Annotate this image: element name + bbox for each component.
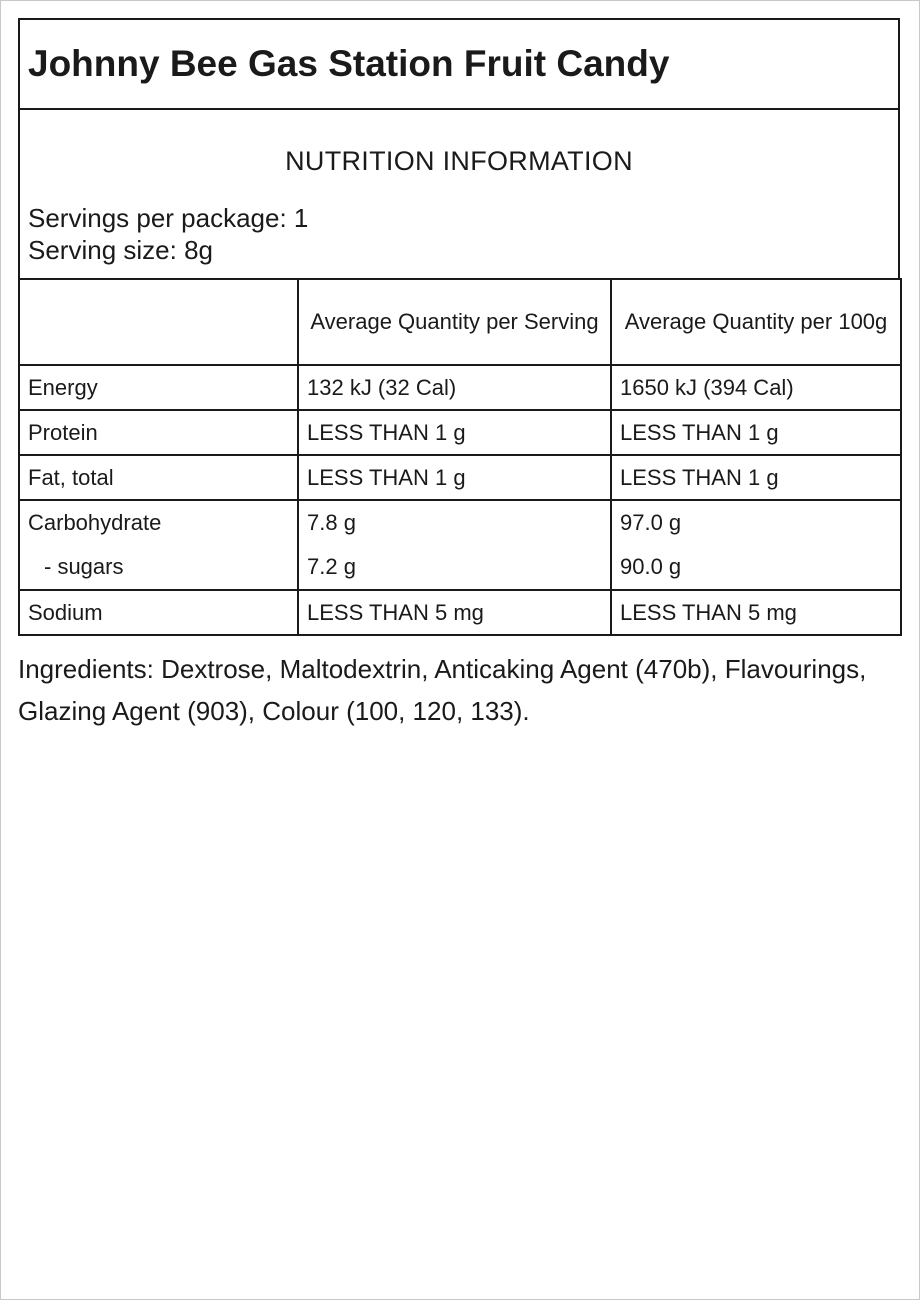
row-label: Protein bbox=[19, 410, 298, 455]
row-per100-value: LESS THAN 1 g bbox=[611, 455, 901, 500]
row-serving-value bbox=[298, 500, 611, 590]
ingredients-text: Ingredients: Dextrose, Maltodextrin, Anticaking Agent (470b), Flavourings, Glazing Agent (903), Colour (100, 120, 133). bbox=[18, 654, 867, 726]
table-row-sodium bbox=[19, 590, 901, 635]
row-per100-value: 1650 kJ (394 Cal) bbox=[611, 365, 901, 410]
row-label: Energy bbox=[19, 365, 298, 410]
header-per-serving: Average Quantity per Serving bbox=[298, 279, 611, 365]
nutrition-heading: NUTRITION INFORMATION bbox=[285, 146, 633, 176]
table-row-protein bbox=[19, 410, 901, 455]
table-row-energy bbox=[19, 365, 901, 410]
nutrition-label bbox=[18, 18, 900, 732]
row-serving-value: LESS THAN 1 g bbox=[298, 410, 611, 455]
row-per100-value bbox=[611, 500, 901, 590]
serving-info bbox=[28, 202, 308, 266]
carbohydrate-label: Carbohydrate bbox=[28, 510, 162, 535]
row-serving-value: 132 kJ (32 Cal) bbox=[298, 365, 611, 410]
table-row-fat bbox=[19, 455, 901, 500]
sugars-label: - sugars bbox=[44, 554, 124, 579]
carbohydrate-per100: 97.0 g bbox=[620, 510, 682, 535]
carbohydrate-serving: 7.8 g bbox=[307, 510, 356, 535]
row-label bbox=[19, 500, 298, 590]
header-empty bbox=[19, 279, 298, 365]
nutrition-info-header bbox=[18, 110, 900, 278]
row-per100-value: LESS THAN 1 g bbox=[611, 410, 901, 455]
row-label: Sodium bbox=[19, 590, 298, 635]
sugars-per100: 90.0 g bbox=[620, 554, 682, 579]
row-per100-value: LESS THAN 5 mg bbox=[611, 590, 901, 635]
row-label: Fat, total bbox=[19, 455, 298, 500]
header-per-100g: Average Quantity per 100g bbox=[611, 279, 901, 365]
servings-per-package: Servings per package: 1 bbox=[28, 203, 309, 233]
table-header-row bbox=[19, 279, 901, 365]
serving-size: Serving size: 8g bbox=[28, 235, 213, 265]
nutrition-table bbox=[18, 278, 902, 636]
row-serving-value: LESS THAN 5 mg bbox=[298, 590, 611, 635]
table-row-carbohydrate bbox=[19, 500, 901, 590]
product-title: Johnny Bee Gas Station Fruit Candy bbox=[18, 18, 900, 110]
row-serving-value: LESS THAN 1 g bbox=[298, 455, 611, 500]
sugars-serving: 7.2 g bbox=[307, 554, 356, 579]
